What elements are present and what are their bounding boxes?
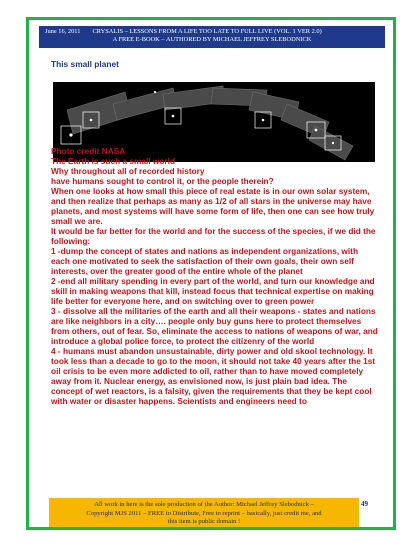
list-item-3: 3 - dissolve all the militaries of the earth and all their weapons - states and nations are like neighbors in a city…. people only buy guns here to protect themselves from others, out of fear. So, eliminate the access to nations of weapons of war, and introduce a global police force, to protect the citizenry of the world <box>51 306 378 346</box>
header-title-line1: CRYSALIS – LESSONS FROM A LIFE TOO LATE TO FULL LIVE (VOL. 1 VER 2.0) <box>92 28 322 35</box>
list-item-1: 1 -dump the concept of states and nations as independent organizations, with each one motivated to seek the satisfaction of their own goals, their own self interests, over the greater good of the entire whole of the planet <box>51 246 359 276</box>
header-date: June 16, 2011 <box>45 28 81 35</box>
body-line: Why throughout all of recorded history <box>51 166 205 176</box>
footer-line1: All work in here is the sole production of the Author: Michael Jeffrey Slebodnick – <box>94 501 314 508</box>
page-frame <box>26 17 396 530</box>
body-paragraph: When one looks at how small this piece of real estate is in our own solar system, and then realize that perhaps as many as 1/2 of all stars in the universe may have planets, and most systems will have some form of life, then one can see how truly small we are. <box>51 186 375 226</box>
list-item-2: 2 -end all military spending in every part of the world, and turn our knowledge and skill in making weapons that kill, instead focus that technical expertise on making life better for everyone here, and on switching over to green power <box>51 276 375 306</box>
header-band <box>39 26 385 48</box>
footer-line2: Copyright MJS 2011 – FREE to Distribute, Free to reprint – basically, just credit me, and <box>86 509 322 517</box>
body-line: Photo credit NASA <box>51 146 126 156</box>
page-number: 49 <box>361 500 368 508</box>
body-paragraph: It would be far better for the world and for the success of the species, if we did the following: <box>51 226 376 246</box>
list-item-4: 4 - humans must abandon unsustainable, dirty power and old skool technology. It took less than a decade to go to the moon, it should not take 40 years after the 1st oil crisis to be even more addicted to oil, rather than to have moved completely away from it. Nuclear energy, as envisioned now, is just plain bad idea. The concept of wet reactors, is a falsity, given the requirements that they be kept cool with water or disaster happens. Scientists and engineers need to <box>51 346 376 406</box>
body-line: The Earth is such a small world <box>51 156 176 166</box>
page-title: This small planet <box>51 59 119 69</box>
body-line: have humans sought to control it, or the people therein? <box>51 176 274 186</box>
article-body <box>51 146 379 406</box>
footer-line3: this item is public domain ! <box>167 518 241 526</box>
header-title-line2: A FREE E-BOOK – AUTHORED BY MICHAEL JEFFREY SLEBODNICK <box>112 36 312 43</box>
copyright-footer <box>49 498 359 530</box>
